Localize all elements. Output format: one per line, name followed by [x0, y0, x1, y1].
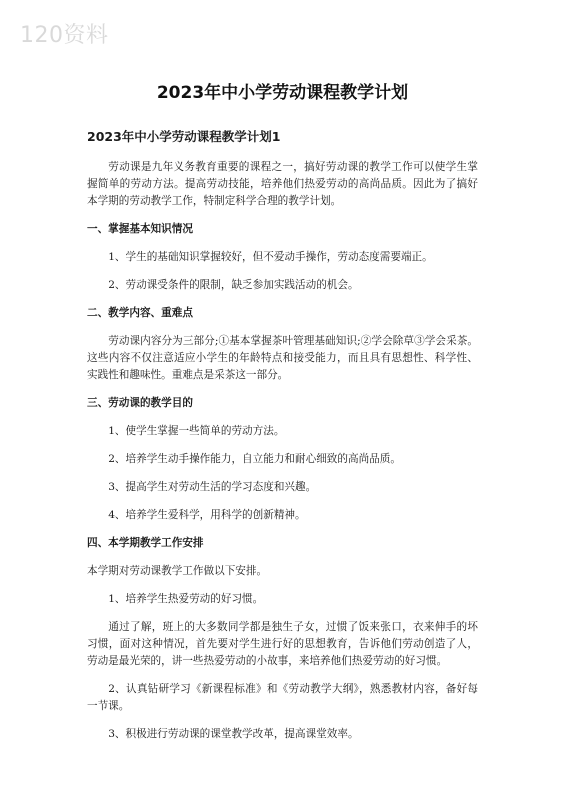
intro-paragraph: 劳动课是九年义务教育重要的课程之一，搞好劳动课的教学工作可以使学生掌握简单的劳动方法。提高劳动技能，培养他们热爱劳动的高尚品质。因此为了搞好本学期的劳动教学工作，特制定科学合理的教学计划。 — [87, 161, 478, 207]
list-item: 2、认真钻研学习《新课程标准》和《劳动教学大纲》，熟悉教材内容，备好每一节课。 — [87, 683, 478, 712]
document-title: 2023年中小学劳动课程教学计划 — [156, 83, 409, 103]
heading-teaching-content: 二、教学内容、重难点 — [87, 307, 193, 319]
teaching-content-paragraph: 劳动课内容分为三部分;①基本掌握茶叶管理基础知识;②学会除草③学会采茶。这些内容不仅注意适应小学生的年龄特点和接受能力，而且具有思想性、科学性、实践性和趣味性。重难点是采茶这一部分。 — [87, 335, 478, 381]
list-item: 1、学生的基础知识掌握较好，但不爱动手操作，劳动态度需要端正。 — [108, 251, 433, 263]
list-item: 4、培养学生爱科学，用科学的创新精神。 — [108, 509, 306, 521]
list-item: 3、积极进行劳动课的课堂教学改革，提高课堂效率。 — [108, 728, 359, 740]
semester-plan-intro: 本学期对劳动课教学工作做以下安排。 — [87, 565, 268, 577]
heading-semester-plan: 四、本学期教学工作安排 — [87, 537, 204, 549]
habit-paragraph: 通过了解，班上的大多数同学都是独生子女，过惯了饭来张口，衣来伸手的坏习惯，面对这种情况，首先要对学生进行好的思想教育，告诉他们劳动创造了人，劳动是最光荣的，讲一些热爱劳动的小故事，来培养他们热爱劳动的好习惯。 — [87, 621, 478, 667]
heading-teaching-goals: 三、劳动课的教学目的 — [87, 397, 193, 409]
list-item: 1、培养学生热爱劳动的好习惯。 — [108, 593, 264, 605]
heading-basic-knowledge: 一、掌握基本知识情况 — [87, 223, 193, 235]
section-title: 2023年中小学劳动课程教学计划1 — [87, 129, 281, 144]
document-body — [87, 128, 478, 754]
list-item: 1、使学生掌握一些简单的劳动方法。 — [108, 425, 285, 437]
list-item: 3、提高学生对劳动生活的学习态度和兴趣。 — [108, 481, 317, 493]
list-item: 2、劳动课受条件的限制，缺乏参加实践活动的机会。 — [108, 279, 359, 291]
watermark-logo: 120资料 — [20, 23, 109, 48]
list-item: 2、培养学生动手操作能力，自立能力和耐心细致的高尚品质。 — [108, 453, 401, 465]
